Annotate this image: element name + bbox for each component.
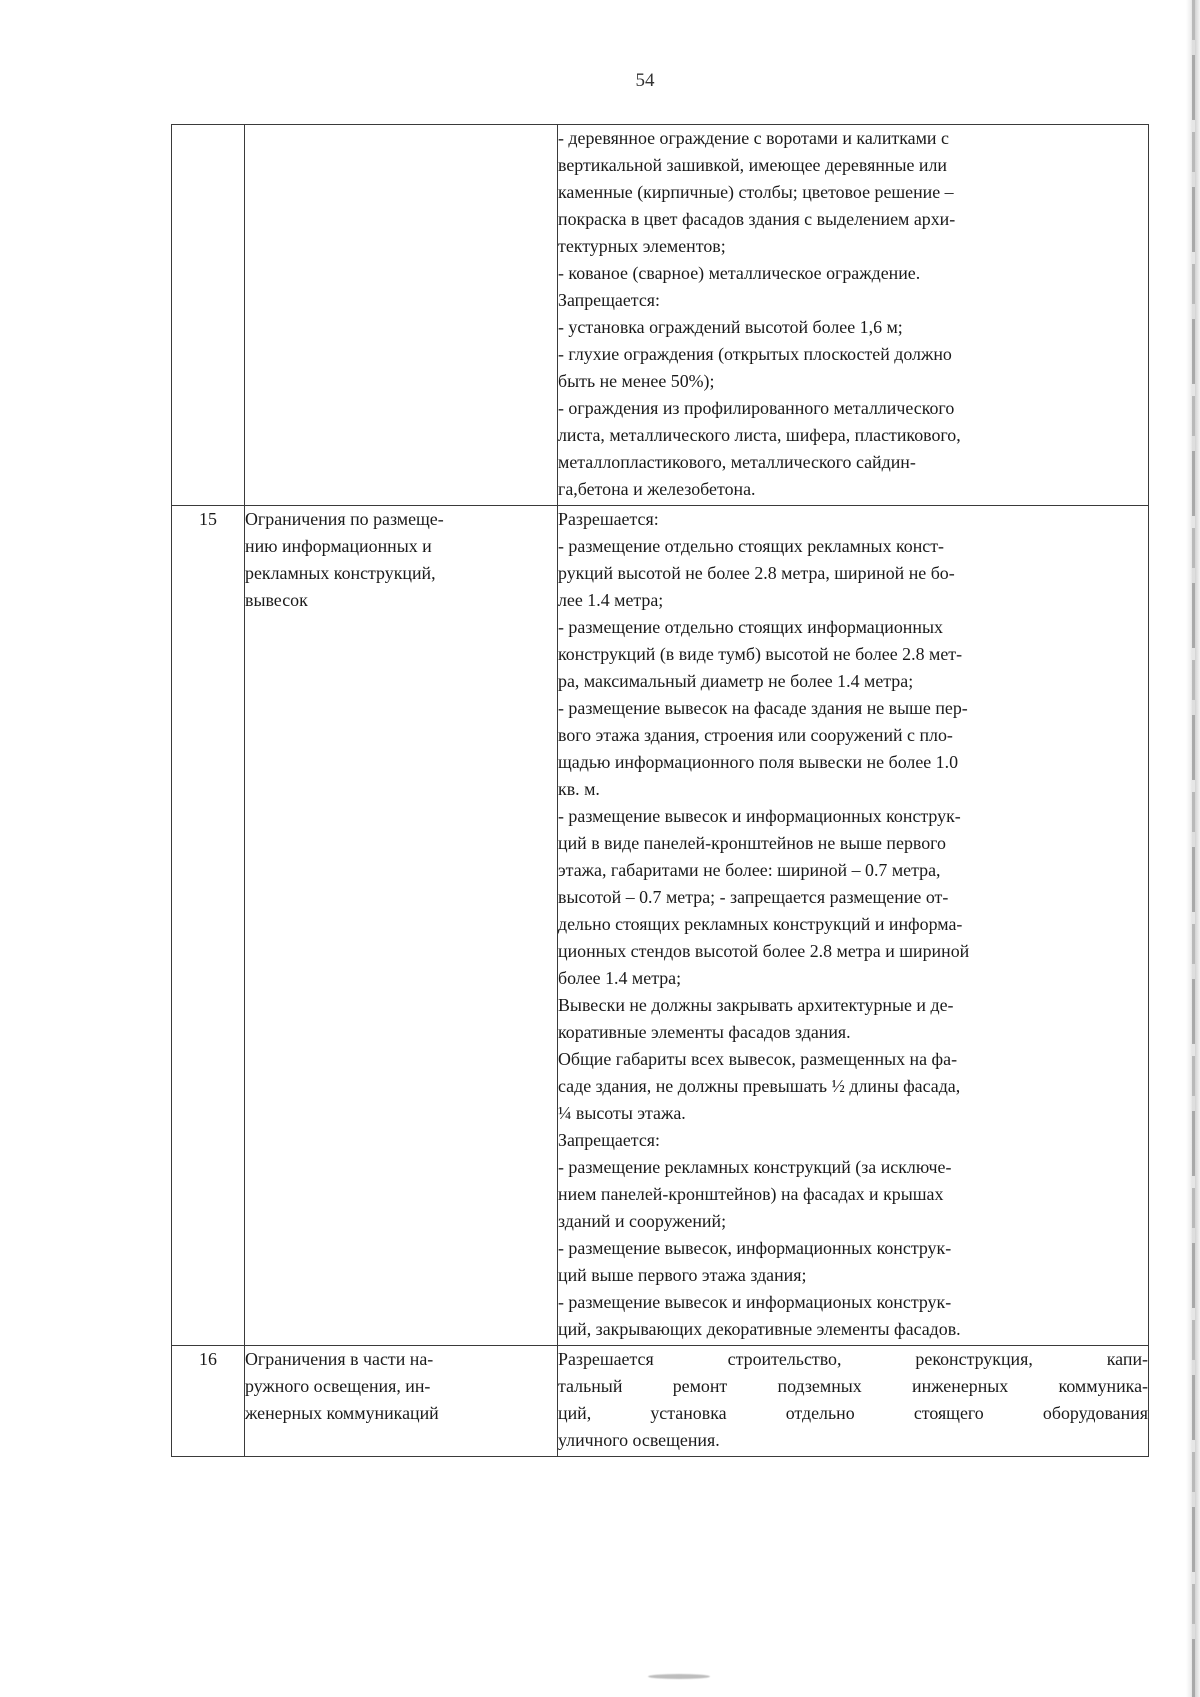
name-line: нию информационных и (245, 536, 432, 556)
text-line: ций, закрывающих декоративные элементы фасадов. (558, 1319, 961, 1339)
restriction-name-cell (245, 506, 558, 1346)
table-row (172, 506, 1149, 1346)
row-number-cell (172, 125, 245, 506)
text-line: кв. м. (558, 779, 600, 799)
text-line: Запрещается: (558, 290, 660, 310)
name-line: ружного освещения, ин- (245, 1376, 431, 1396)
text-line: тектурных элементов; (558, 236, 726, 256)
row-number-cell: 16 (172, 1346, 245, 1457)
text-line: нием панелей-кронштейнов) на фасадах и крышах (558, 1184, 944, 1204)
text-line: Запрещается: (558, 1130, 660, 1150)
text-line: ра, максимальный диаметр не более 1.4 метра; (558, 671, 914, 691)
text-line: ций, установка отдельно стоящего оборудования (558, 1403, 1148, 1423)
text-line: зданий и сооружений; (558, 1211, 727, 1231)
text-line: ционных стендов высотой более 2.8 метра и шириной (558, 941, 970, 961)
text-line: ций выше первого этажа здания; (558, 1265, 807, 1285)
text-line: покраска в цвет фасадов здания с выделением архи- (558, 209, 956, 229)
text-line: вого этажа здания, строения или сооружений с пло- (558, 725, 953, 745)
row-number-cell: 15 (172, 506, 245, 1346)
text-line: - ограждения из профилированного металлического (558, 398, 955, 418)
text-line: дельно стоящих рекламных конструкций и информа- (558, 914, 963, 934)
name-line: вывесок (245, 590, 308, 610)
table-row (172, 125, 1149, 506)
text-line: - глухие ограждения (открытых плоскостей должно (558, 344, 952, 364)
text-line: - кованое (сварное) металлическое ограждение. (558, 263, 921, 283)
text-line: Вывески не должны закрывать архитектурные и де- (558, 995, 954, 1015)
text-line: - размещение вывесок и информационых конструк- (558, 1292, 952, 1312)
text-line: саде здания, не должны превышать ½ длины фасада, (558, 1076, 961, 1096)
name-line: Ограничения по размеще- (245, 509, 444, 529)
text-line: более 1.4 метра; (558, 968, 682, 988)
text-line: Разрешается: (558, 509, 659, 529)
restriction-text-cell (558, 1346, 1149, 1457)
text-line: конструкций (в виде тумб) высотой не более 2.8 мет- (558, 644, 963, 664)
text-line: щадью информационного поля вывески не более 1.0 (558, 752, 959, 772)
text-line: - размещение рекламных конструкций (за исключе- (558, 1157, 952, 1177)
name-line: Ограничения в части на- (245, 1349, 434, 1369)
name-line: рекламных конструкций, (245, 563, 436, 583)
table-row (172, 1346, 1149, 1457)
text-line: - деревянное ограждение с воротами и калитками с (558, 128, 949, 148)
restriction-name-cell (245, 125, 558, 506)
text-line: - размещение вывесок на фасаде здания не выше пер- (558, 698, 968, 718)
text-line: - размещение вывесок и информационных конструк- (558, 806, 961, 826)
text-line: тальный ремонт подземных инженерных коммуника- (558, 1376, 1148, 1396)
text-line: лее 1.4 метра; (558, 590, 664, 610)
restriction-text-cell (558, 125, 1149, 506)
text-line: Общие габариты всех вывесок, размещенных на фа- (558, 1049, 958, 1069)
text-line: металлопластикового, металлического сайдин- (558, 452, 916, 472)
text-line: быть не менее 50%); (558, 371, 715, 391)
text-line: листа, металлического листа, шифера, пластикового, (558, 425, 961, 445)
text-line: - размещение вывесок, информационных конструк- (558, 1238, 952, 1258)
scan-edge-shadow (1186, 0, 1200, 1697)
text-line: рукций высотой не более 2.8 метра, шириной не бо- (558, 563, 955, 583)
text-line: этажа, габаритами не более: шириной – 0.7 метра, (558, 860, 941, 880)
text-line: - размещение отдельно стоящих информационных (558, 617, 943, 637)
text-line: коративные элементы фасадов здания. (558, 1022, 851, 1042)
restriction-name-cell (245, 1346, 558, 1457)
text-line: га,бетона и железобетона. (558, 479, 756, 499)
text-line: вертикальной зашивкой, имеющее деревянные или (558, 155, 947, 175)
text-line: Разрешается строительство, реконструкция, капи- (558, 1349, 1148, 1369)
scan-smudge (648, 1674, 710, 1679)
restriction-text-cell (558, 506, 1149, 1346)
text-line: - размещение отдельно стоящих рекламных конст- (558, 536, 945, 556)
text-line: уличного освещения. (558, 1430, 720, 1450)
text-line: высотой – 0.7 метра; - запрещается размещение от- (558, 887, 949, 907)
text-line: ¼ высоты этажа. (558, 1103, 686, 1123)
page-number: 54 (635, 70, 655, 91)
text-line: каменные (кирпичные) столбы; цветовое решение – (558, 182, 954, 202)
text-line: ций в виде панелей-кронштейнов не выше первого (558, 833, 947, 853)
name-line: женерных коммуникаций (245, 1403, 439, 1423)
restrictions-table (171, 124, 1149, 1457)
text-line: - установка ограждений высотой более 1,6 м; (558, 317, 903, 337)
